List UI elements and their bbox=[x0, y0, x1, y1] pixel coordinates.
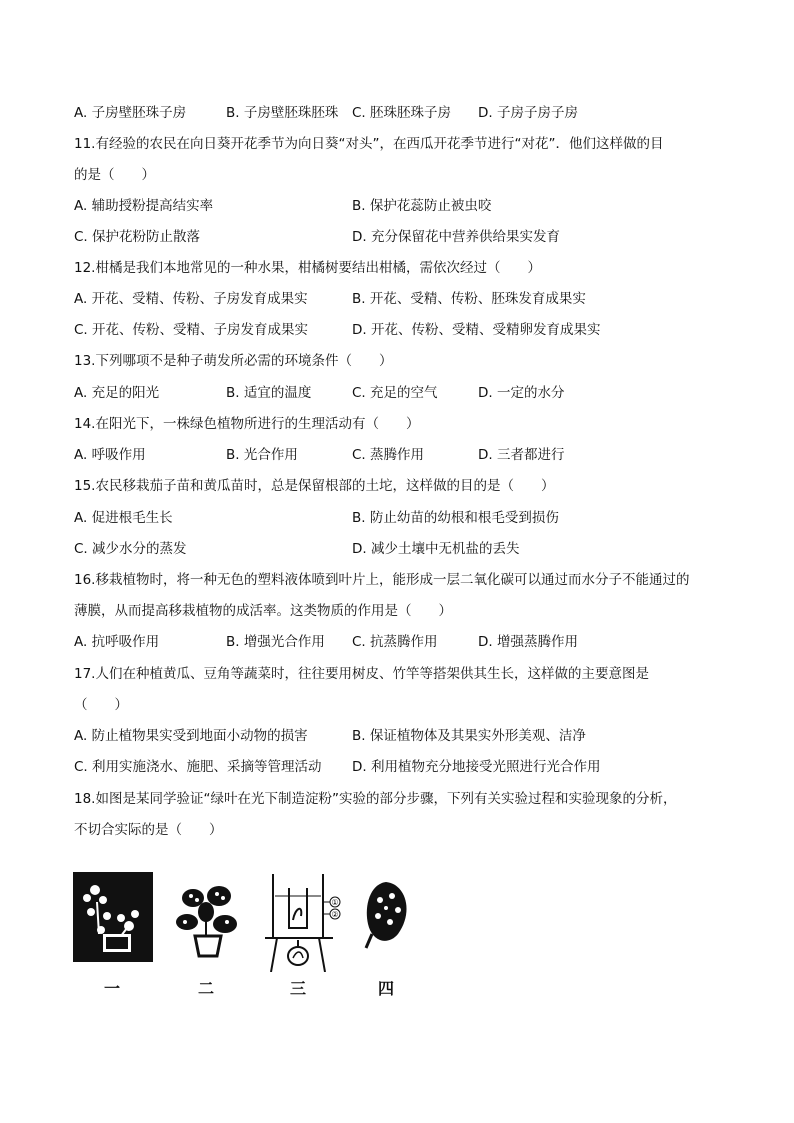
q11-stem-line2: 的是（ ） bbox=[74, 167, 155, 183]
q18-stem-line1: 18.如图是某同学验证“绿叶在光下制造淀粉”实验的部分步骤，下列有关实验过程和实验现象的分析， bbox=[74, 791, 677, 807]
q14-option-b: B. 光合作用 bbox=[226, 447, 298, 463]
q13-option-a: A. 充足的阳光 bbox=[74, 385, 160, 401]
figure-caption-4: 四 bbox=[378, 979, 395, 998]
figure-step4-leaf bbox=[358, 872, 414, 964]
q17-option-d: D. 利用植物充分地接受光照进行光合作用 bbox=[352, 759, 601, 775]
beaker-mark-2: ② bbox=[331, 910, 339, 919]
q13-option-d: D. 一定的水分 bbox=[478, 385, 565, 401]
q11-option-a: A. 辅助授粉提高结实率 bbox=[74, 198, 214, 214]
q14-option-d: D. 三者都进行 bbox=[478, 447, 565, 463]
q16-stem-line2: 薄膜，从而提高移栽植物的成活率。这类物质的作用是（ ） bbox=[74, 603, 452, 619]
q16-option-a: A. 抗呼吸作用 bbox=[74, 634, 160, 650]
figure-step2-potted-plant bbox=[173, 872, 243, 964]
q13-option-b: B. 适宜的温度 bbox=[226, 385, 312, 401]
q12-stem: 12.柑橘是我们本地常见的一种水果，柑橘树要结出柑橘，需依次经过（ ） bbox=[74, 260, 541, 276]
q12-option-a: A. 开花、受精、传粉、子房发育成果实 bbox=[74, 291, 308, 307]
q15-option-c: C. 减少水分的蒸发 bbox=[74, 541, 187, 557]
q14-option-a: A. 呼吸作用 bbox=[74, 447, 146, 463]
q12-option-d: D. 开花、传粉、受精、受精卵发育成果实 bbox=[352, 322, 601, 338]
q17-option-a: A. 防止植物果实受到地面小动物的损害 bbox=[74, 728, 308, 744]
q15-option-d: D. 减少土壤中无机盐的丢失 bbox=[352, 541, 520, 557]
q12-option-c: C. 开花、传粉、受精、子房发育成果实 bbox=[74, 322, 309, 338]
q10-option-a: A. 子房壁胚珠子房 bbox=[74, 105, 187, 121]
q10-option-b: B. 子房壁胚珠胚珠 bbox=[226, 105, 339, 121]
q15-option-b: B. 防止幼苗的幼根和根毛受到损伤 bbox=[352, 510, 559, 526]
figure-step3-water-bath bbox=[263, 868, 347, 972]
q13-stem: 13.下列哪项不是种子萌发所必需的环境条件（ ） bbox=[74, 353, 393, 369]
q16-option-b: B. 增强光合作用 bbox=[226, 634, 325, 650]
q17-stem-line1: 17.人们在种植黄瓜、豆角等蔬菜时，往往要用树皮、竹竿等搭架供其生长，这样做的主要意图是 bbox=[74, 666, 649, 682]
q15-stem: 15.农民移栽茄子苗和黄瓜苗时，总是保留根部的土坨，这样做的目的是（ ） bbox=[74, 478, 555, 494]
q11-stem-line1: 11.有经验的农民在向日葵开花季节为向日葵“对头”，在西瓜开花季节进行“对花”．他们这样做的目 bbox=[74, 136, 664, 152]
q17-option-c: C. 利用实施浇水、施肥、采摘等管理活动 bbox=[74, 759, 322, 775]
figure-step1-dark-plant bbox=[73, 872, 153, 964]
q12-option-b: B. 开花、受精、传粉、胚珠发育成果实 bbox=[352, 291, 586, 307]
q11-option-c: C. 保护花粉防止散落 bbox=[74, 229, 201, 245]
beaker-mark-1: ① bbox=[331, 898, 339, 907]
q14-stem: 14.在阳光下，一株绿色植物所进行的生理活动有（ ） bbox=[74, 416, 420, 432]
q10-option-c: C. 胚珠胚珠子房 bbox=[352, 105, 452, 121]
q14-option-c: C. 蒸腾作用 bbox=[352, 447, 425, 463]
q16-stem-line1: 16.移栽植物时，将一种无色的塑料液体喷到叶片上，能形成一层二氧化碳可以通过而水分子不能通过的 bbox=[74, 572, 690, 588]
q13-option-c: C. 充足的空气 bbox=[352, 385, 438, 401]
q17-stem-line2: （ ） bbox=[74, 697, 128, 713]
q16-option-d: D. 增强蒸腾作用 bbox=[478, 634, 578, 650]
figure-caption-2: 二 bbox=[198, 979, 215, 998]
q15-option-a: A. 促进根毛生长 bbox=[74, 510, 173, 526]
q17-option-b: B. 保证植物体及其果实外形美观、洁净 bbox=[352, 728, 586, 744]
q11-option-d: D. 充分保留花中营养供给果实发育 bbox=[352, 229, 560, 245]
q10-option-d: D. 子房子房子房 bbox=[478, 105, 578, 121]
figure-caption-3: 三 bbox=[290, 979, 307, 998]
figure-caption-1: 一 bbox=[104, 979, 121, 998]
q18-stem-line2: 不切合实际的是（ ） bbox=[74, 822, 223, 838]
q16-option-c: C. 抗蒸腾作用 bbox=[352, 634, 438, 650]
q11-option-b: B. 保护花蕊防止被虫咬 bbox=[352, 198, 492, 214]
